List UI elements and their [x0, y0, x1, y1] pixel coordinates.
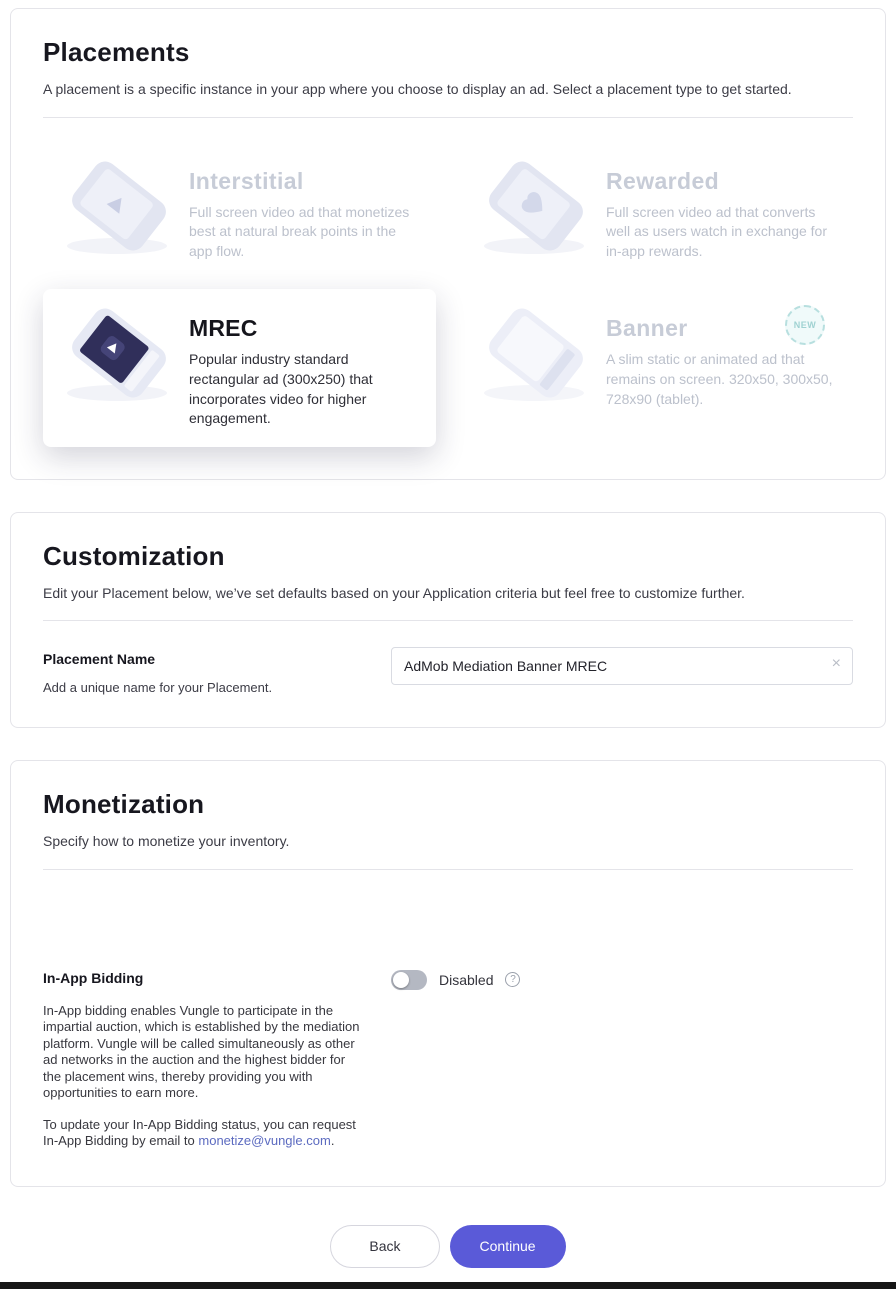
placement-type-description: Popular industry standard rectangular ad (300x250) that incorporates video for higher engagement.: [189, 351, 373, 427]
placement-type-description: Full screen video ad that monetizes best at natural break points in the app flow.: [189, 203, 410, 259]
back-button[interactable]: Back: [330, 1225, 439, 1268]
toggle-knob: [393, 972, 409, 988]
in-app-bidding-row: [43, 970, 853, 1150]
action-bar: [0, 1225, 896, 1282]
customization-subtitle: Edit your Placement below, we’ve set defaults based on your Application criteria but feel free to customize further.: [43, 584, 745, 601]
monetization-card: [10, 760, 886, 1187]
placement-name-label: Placement Name: [43, 651, 156, 668]
banner-phone-icon: [476, 307, 598, 408]
email-suffix: .: [330, 1133, 335, 1149]
placement-name-input[interactable]: [391, 647, 853, 685]
rewarded-phone-icon: [476, 160, 598, 261]
clear-input-icon[interactable]: ×: [831, 655, 841, 673]
request-text: To update your In-App Bidding status, you can request In-App Bidding by email to: [43, 1116, 356, 1149]
in-app-bidding-status: Disabled: [439, 971, 494, 988]
in-app-bidding-toggle[interactable]: [391, 970, 427, 990]
in-app-bidding-label: In-App Bidding: [43, 969, 144, 986]
help-icon[interactable]: ?: [505, 972, 520, 987]
placement-type-title: Rewarded: [606, 167, 720, 194]
placement-type-banner[interactable]: [460, 289, 853, 446]
placements-subtitle: A placement is a specific instance in your app where you choose to display an ad. Select a placement type to get started.: [43, 81, 792, 97]
page: [0, 8, 896, 1289]
placement-type-title: Interstitial: [189, 167, 304, 194]
placement-type-mrec[interactable]: [43, 289, 436, 446]
placement-name-row: [43, 647, 853, 695]
placement-name-help: Add a unique name for your Placement.: [43, 680, 273, 696]
new-badge-label: NEW: [793, 320, 817, 331]
mrec-phone-icon: [59, 307, 181, 408]
customization-card: [10, 512, 886, 729]
placement-type-rewarded[interactable]: [460, 142, 853, 280]
divider: [43, 620, 853, 621]
continue-button[interactable]: Continue: [450, 1225, 566, 1268]
placement-type-description: A slim static or animated ad that remains on screen. 320x50, 300x50, 728x90 (tablet).: [606, 351, 833, 407]
in-app-bidding-request-note: [43, 1117, 361, 1150]
placements-title: Placements: [43, 37, 190, 67]
placement-type-description: Full screen video ad that converts well as users watch in exchange for in-app rewards.: [606, 203, 827, 259]
divider: [43, 117, 853, 118]
placement-type-interstitial[interactable]: [43, 142, 436, 280]
customization-title: Customization: [43, 540, 225, 571]
monetization-title: Monetization: [43, 789, 205, 820]
interstitial-phone-icon: [59, 160, 181, 261]
placements-card: [10, 8, 886, 480]
monetization-subtitle: Specify how to monetize your inventory.: [43, 833, 290, 850]
placement-type-title: Banner: [606, 315, 688, 342]
bottom-edge: [0, 1282, 896, 1289]
placement-type-title: MREC: [189, 315, 258, 342]
placement-type-grid: [43, 142, 853, 447]
monetize-email-link[interactable]: monetize@vungle.com: [198, 1133, 331, 1149]
in-app-bidding-description: In-App bidding enables Vungle to participate in the impartial auction, which is established by the mediation platform. Vungle will be called simultaneously as other ad networks in the auction and the highest bidder for the placement wins, thereby providing you with opportunities to earn more.: [43, 1002, 360, 1101]
divider: [43, 869, 853, 870]
